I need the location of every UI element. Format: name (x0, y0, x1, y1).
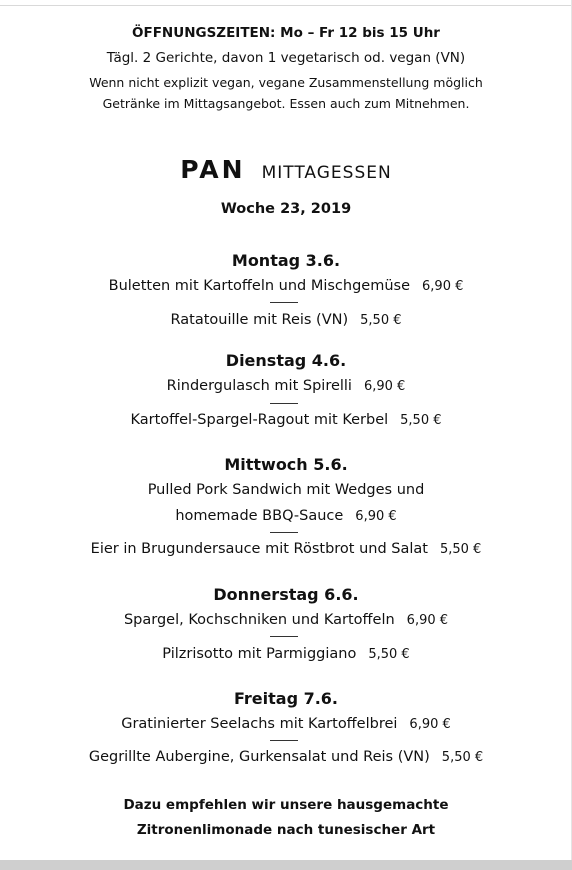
week-label: Woche 23, 2019 (220, 201, 352, 217)
brand-title (0, 155, 572, 184)
day-heading: Montag 3.6. (231, 251, 341, 270)
dish-name: Gratinierter Seelachs mit Kartoffelbrei (121, 716, 398, 732)
dish-meat-line2 (0, 508, 572, 524)
dish-name: Spargel, Kochschniken und Kartoffeln (123, 612, 395, 628)
dish-meat-line1: Pulled Pork Sandwich mit Wedges und (147, 482, 425, 498)
dish-veg (0, 312, 572, 328)
dish-name: Kartoffel-Spargel-Ragout mit Kerbel (130, 412, 389, 428)
brand-name: PAN (180, 155, 246, 184)
dish-price: 6,90 € (355, 509, 397, 524)
dish-price: 5,50 € (400, 413, 442, 428)
lemonade-note-line2: Zitronenlimonade nach tunesischer Art (136, 822, 436, 838)
dish-veg (0, 412, 572, 428)
dish-meat (0, 612, 572, 628)
drinks-takeaway-note: Getränke im Mittagsangebot. Essen auch zum Mitnehmen. (102, 96, 470, 111)
daily-dishes-note: Tägl. 2 Gerichte, davon 1 vegetarisch od. vegan (VN) (106, 50, 466, 66)
dish-veg (0, 749, 572, 765)
top-divider (0, 5, 572, 6)
brand-subtitle: MITTAGESSEN (261, 163, 392, 183)
dish-price: 5,50 € (368, 647, 410, 662)
dish-price: 6,90 € (363, 379, 406, 394)
dish-separator (270, 403, 298, 404)
bottom-scroll-area (0, 860, 572, 870)
dish-price: 6,90 € (406, 613, 449, 628)
opening-hours: ÖFFNUNGSZEITEN: Mo – Fr 12 bis 15 Uhr (132, 25, 440, 41)
dish-name: Eier in Brugundersauce mit Röstbrot und Salat (90, 541, 428, 557)
dish-price: 5,50 € (439, 542, 482, 557)
dish-separator (270, 532, 298, 533)
day-heading: Mittwoch 5.6. (224, 455, 348, 474)
day-heading: Dienstag 4.6. (225, 351, 347, 370)
dish-price: 6,90 € (422, 279, 464, 294)
dish-name: Buletten mit Kartoffeln und Mischgemüse (108, 278, 411, 294)
dish-separator (270, 636, 298, 637)
dish-name: Pilzrisotto mit Parmiggiano (162, 646, 357, 662)
dish-name: Ratatouille mit Reis (VN) (170, 312, 349, 328)
dish-price: 6,90 € (409, 717, 451, 732)
dish-name: Rindergulasch mit Spirelli (166, 378, 352, 394)
dish-name: homemade BBQ-Sauce (175, 508, 344, 524)
dish-name: Gegrillte Aubergine, Gurkensalat und Reis (VN) (88, 749, 430, 765)
dish-veg (0, 646, 572, 662)
day-heading: Freitag 7.6. (233, 689, 339, 708)
dish-meat (0, 378, 572, 394)
vegan-note: Wenn nicht explizit vegan, vegane Zusammenstellung möglich (89, 75, 483, 90)
dish-meat (0, 716, 572, 732)
dish-price: 5,50 € (441, 750, 484, 765)
lemonade-note-line1: Dazu empfehlen wir unsere hausgemachte (123, 797, 449, 813)
dish-price: 5,50 € (360, 313, 402, 328)
day-heading: Donnerstag 6.6. (213, 585, 359, 604)
dish-separator (270, 740, 298, 741)
dish-meat (0, 278, 572, 294)
dish-separator (270, 302, 298, 303)
dish-veg (0, 541, 572, 557)
